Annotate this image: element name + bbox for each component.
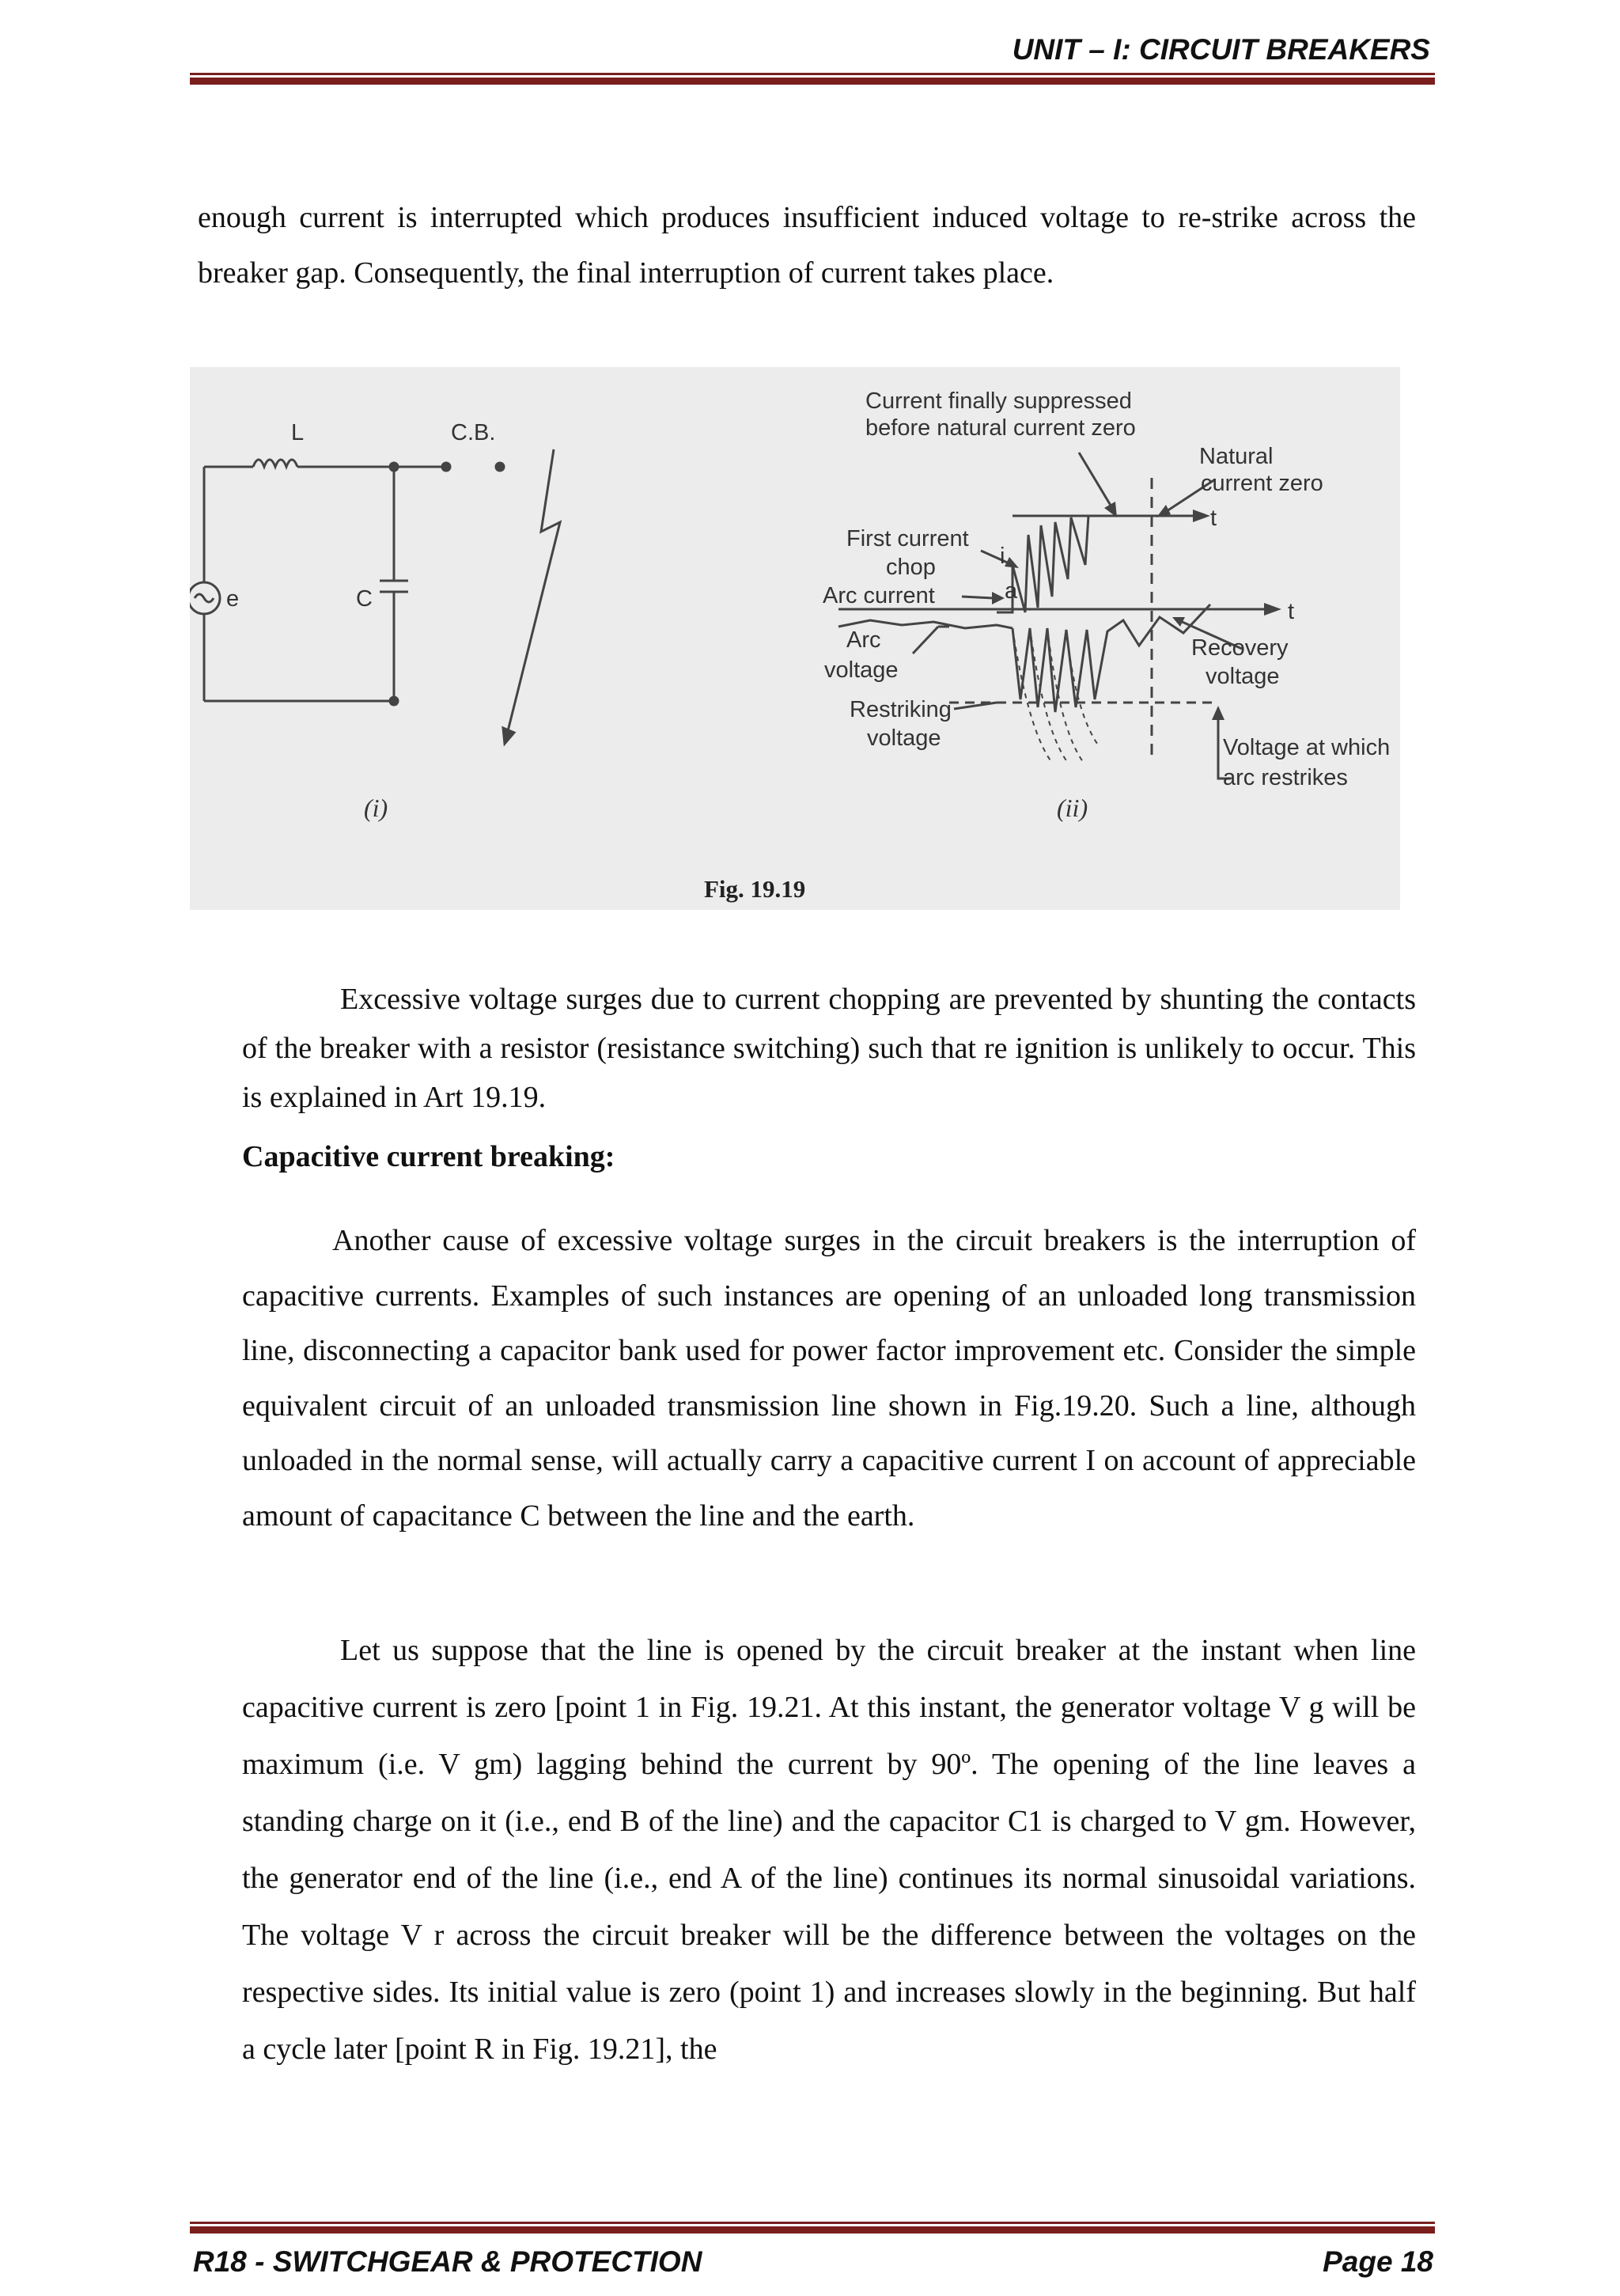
label-suppressed-line1: Current finally suppressed xyxy=(865,388,1132,414)
paragraph-resistance-switching: Excessive voltage surges due to current chopping are prevented by shunting the contacts of the breaker with a resistor (resistance switching) such that re ignition is unlikely to occur. This is explained in Art 19.19. xyxy=(242,983,1416,1114)
label-suppressed-line2: before natural current zero xyxy=(865,415,1136,441)
section-heading-capacitive: Capacitive current breaking: xyxy=(242,1140,615,1173)
circuit-label-e: e xyxy=(226,586,240,612)
footer-course: R18 - SWITCHGEAR & PROTECTION xyxy=(193,2245,702,2278)
label-arc-current: Arc current xyxy=(823,583,935,608)
label-arc-voltage-line2: voltage xyxy=(824,657,899,683)
label-natural-line2: current zero xyxy=(1201,471,1323,496)
part-ii-label: (ii) xyxy=(1057,794,1088,822)
figure-19-19 xyxy=(190,367,1400,910)
circuit-label-C: C xyxy=(356,586,373,612)
label-restriking-line1: Restriking xyxy=(850,697,952,722)
label-t-top: t xyxy=(1210,506,1217,531)
figure-19-19-drawing xyxy=(190,367,1400,910)
breaking-arc-arrow xyxy=(506,449,560,737)
label-arc-voltage-line1: Arc xyxy=(846,627,881,653)
label-first-chop-line1: First current xyxy=(846,526,969,551)
circuit-diagram xyxy=(190,449,560,744)
paragraph-capacitive-currents: Another cause of excessive voltage surges in the circuit breakers is the interruption of capacitive currents. Examples of such instances are opening of an unloaded long transmission line, disconnecting a capacitor bank used for power factor improvement etc. Consider the simple equivalent circuit of an unloaded transmission line shown in Fig.19.20. Such a line, although unloaded in the normal sense, will actually carry a capacitive current I on account of appreciable amount of capacitance C between the line and the earth. xyxy=(242,1224,1416,1533)
circuit-label-L: L xyxy=(291,420,305,445)
paragraph-current-interruption: enough current is interrupted which produces insufficient induced voltage to re-strike across the breaker gap. Consequently, the final interruption of current takes place. xyxy=(198,201,1416,290)
circuit-label-CB: C.B. xyxy=(451,420,496,445)
label-recovery-line2: voltage xyxy=(1206,664,1280,689)
header-rule xyxy=(190,73,1435,85)
footer-page-number: Page 18 xyxy=(1323,2245,1433,2278)
label-restrike-at-line2: arc restrikes xyxy=(1223,765,1348,790)
label-i: i xyxy=(1000,544,1005,569)
paragraph-line-opening: Let us suppose that the line is opened by the circuit breaker at the instant when line capacitive current is zero [point 1 in Fig. 19.21. At this instant, the generator voltage V g will be maximum (i.e. V gm) lagging behind the current by 90º. The opening of the line leaves a standing charge on it (i.e., end B of the line) and the capacitor C1 is charged to V gm. However, the generator end of the line (i.e., end A of the line) continues its normal sinusoidal variations. The voltage V r across the circuit breaker will be the difference between the voltages on the respective sides. Its initial value is zero (point 1) and increases slowly in the beginning. But half a cycle later [point R in Fig. 19.21], the xyxy=(242,1634,1416,2066)
inductor-coil xyxy=(253,460,297,467)
page-header-title: UNIT – I: CIRCUIT BREAKERS xyxy=(1012,33,1430,66)
part-i-label: (i) xyxy=(364,794,388,822)
label-restriking-line2: voltage xyxy=(867,726,941,751)
label-first-chop-line2: chop xyxy=(886,555,936,580)
label-restrike-at-line1: Voltage at which xyxy=(1223,735,1391,760)
label-natural-line1: Natural xyxy=(1199,444,1274,469)
footer-rule xyxy=(190,2222,1435,2233)
figure-caption: Fig. 19.19 xyxy=(704,875,806,903)
label-recovery-line1: Recovery xyxy=(1191,635,1289,661)
label-t-mid: t xyxy=(1288,599,1295,624)
label-a: a xyxy=(1005,578,1018,604)
